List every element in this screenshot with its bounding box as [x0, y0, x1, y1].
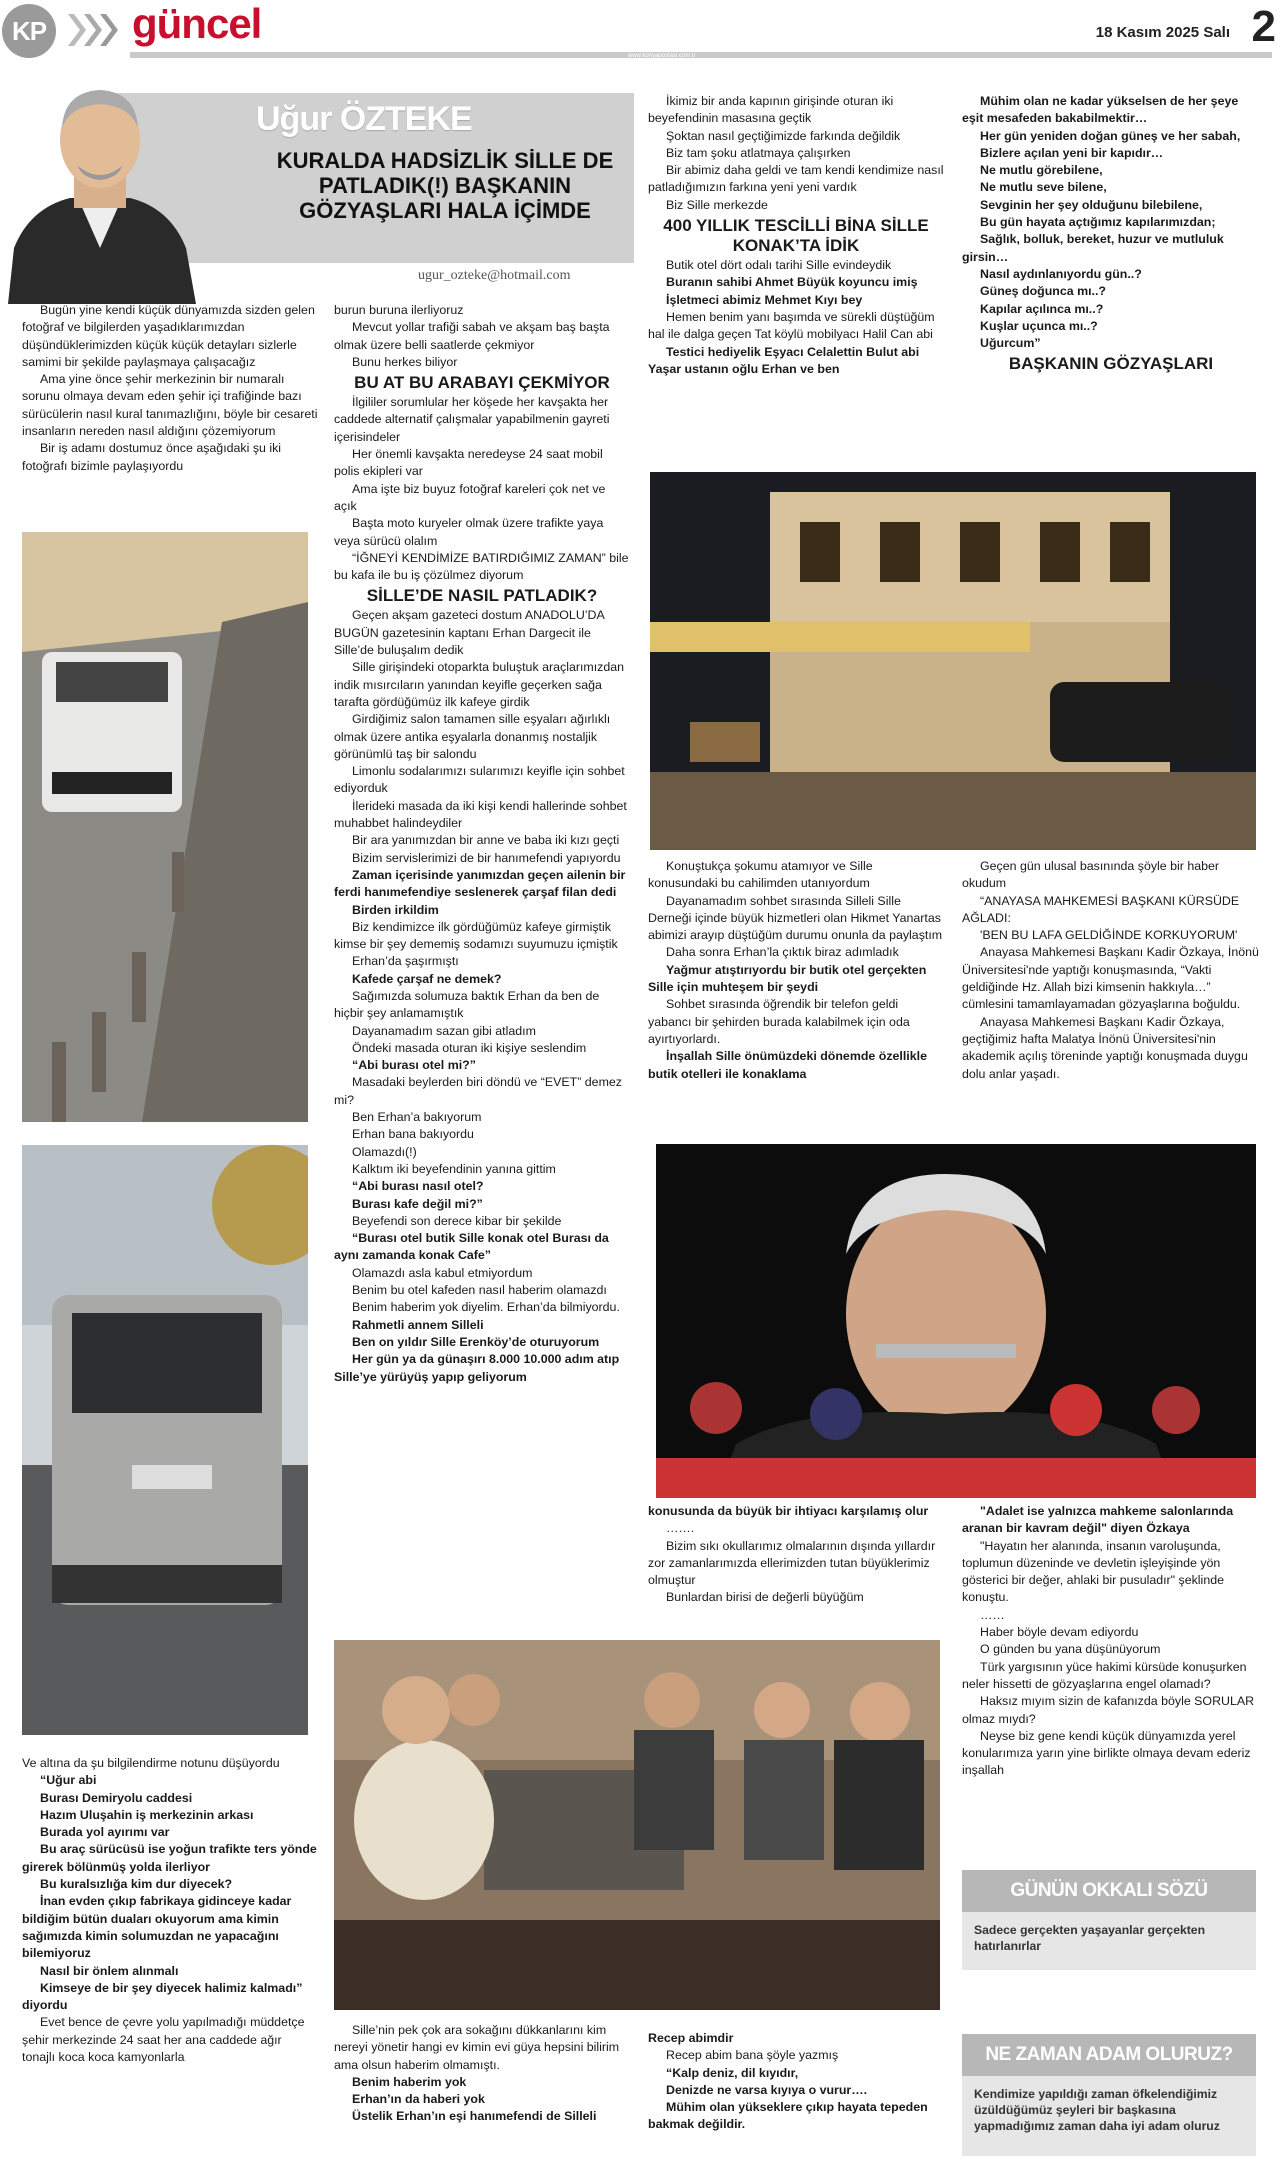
paragraph: Sille girişindeki otoparkta buluştuk araçlarımızdan indik mısırcıların yanından keyifle geçerken sağa tarafta gördüğümüz ilk kafeye girdik: [334, 660, 625, 709]
paragraph: Erhan bana bakıyordu: [352, 1127, 474, 1142]
paragraph: O günden bu yana düşünüyorum: [980, 1642, 1161, 1657]
column-3-continued: [648, 858, 944, 1083]
paragraph: Sevginin her şey olduğunu bilebilene,: [980, 197, 1203, 212]
subheading: BAŞKANIN GÖZYAŞLARI: [1008, 354, 1214, 374]
paragraph: Anayasa Mahkemesi Başkanı Kadir Özkaya, geçtiğimiz hafta Malatya İnönü Üniversitesi'nin akademik açılış töreninde yaptığı konuşmada duygu dolu anlar yaşadı.: [962, 1014, 1248, 1081]
paragraph: Nasıl aydınlanıyordu gün..?: [980, 266, 1142, 281]
paragraph: “Burası otel butik Sille konak otel Burası da aynı zamanda konak Cafe”: [334, 1231, 609, 1263]
paragraph: Geçen akşam gazeteci dostum ANADOLU’DA BUGÜN gazetesinin kaptanı Erhan Dargecit ile Sille’de buluşalım dedik: [334, 608, 605, 658]
paragraph: Başta moto kuryeler olmak üzere trafikte yaya veya sürücü olalım: [334, 516, 604, 548]
subheading: 400 YILLIK TESCİLLİ BİNA SİLLE KONAK’TA İDİK: [663, 216, 929, 256]
paragraph: Sohbet sırasında öğrendik bir telefon geldi yabancı bir şehirden burada kalabilmek için oda ayırtıyorlardı.: [648, 997, 910, 1046]
paragraph: Mühim olan yükseklere çıkıp hayata tepeden bakmak değildir.: [648, 2100, 928, 2132]
paragraph: Olamazdı(!): [352, 1144, 417, 1159]
column-3-continued-3: [648, 2030, 944, 2134]
paragraph: Bugün yine kendi küçük dünyamızda sizden gelen fotoğraf ve bilgilerden yaşadıklarımızdan düşündüklerimizden küçük küçük detayları sizlerle samimi bir şekilde paylaşmaya çalışacağız: [22, 303, 315, 369]
paragraph: Ne mutlu seve bilene,: [980, 180, 1107, 195]
photo-van-1: [22, 532, 308, 1122]
paragraph: Türk yargısının yüce hakimi kürsüde konuşurken neler hissetti de gözyaşlarına engel olamadı?: [962, 1659, 1247, 1691]
paragraph: Bu araç sürücüsü ise yoğun trafikte ters yönde girerek bölünmüş yolda ilerliyor: [22, 1842, 317, 1874]
opinion-box: [962, 2034, 1256, 2156]
issue-date: 18 Kasım 2025 Salı: [1095, 24, 1230, 41]
paragraph: Dayanamadım sohbet sırasında Silleli Sille Derneği içinde büyük hizmetleri olan Hikmet Yanartas abimizi arayıp düştüğüm durumu onunla da paylaştım: [648, 893, 943, 943]
paragraph: Ben on yıldır Sille Erenköy’de oturuyorum: [352, 1334, 600, 1349]
paragraph: Biz tam şoku atlatmaya çalışırken: [666, 145, 851, 160]
column-4-continued-2: [962, 1503, 1260, 1780]
paragraph: Biz Sille merkezde: [666, 197, 768, 212]
paragraph: İşletmeci abimiz Mehmet Kıyı bey: [666, 292, 863, 307]
paragraph: Her gün ya da günaşırı 8.000 10.000 adım atıp Sille’ye yürüyüş yapıp geliyorum: [334, 1352, 620, 1384]
paragraph: İnan evden çıkıp fabrikaya gidinceye kadar bildiğim bütün duaları okuyorum ama kimin sağımızda kimin solumuzdan ne yapacağını bilemiyoruz: [22, 1894, 292, 1961]
paragraph: Burası Demiryolu caddesi: [40, 1790, 193, 1805]
paragraph: Dayanamadım sazan gibi atladım: [352, 1023, 536, 1038]
paragraph: Mühim olan ne kadar yükselsen de her şeye eşit mesafeden bakabilmektir…: [962, 94, 1239, 126]
paragraph: …….: [666, 1521, 695, 1536]
paragraph: Benim haberim yok: [352, 2074, 467, 2089]
paragraph: Bu kuralsızlığa kim dur diyecek?: [40, 1877, 233, 1892]
header-rule: [130, 52, 1272, 58]
quote-box-title: GÜNÜN OKKALI SÖZÜ: [1010, 1880, 1208, 1901]
paragraph: Burası kafe değil mi?”: [352, 1196, 483, 1211]
author-portrait: [0, 48, 200, 304]
paragraph: Bir iş adamı dostumuz önce aşağıdaki şu iki fotoğrafı bizimle paylaşıyordu: [22, 441, 282, 473]
paragraph: Daha sonra Erhan’la çıktık biraz adımladık: [666, 945, 899, 960]
column-4-continued: [962, 858, 1260, 1083]
paragraph: ……: [980, 1607, 1005, 1622]
paragraph: Evet bence de çevre yolu yapılmadığı müddetçe şehir merkezinde 24 saat her ana caddede ağır tonajlı koca koca kamyonlarla: [22, 2015, 305, 2065]
kp-logo: KP: [2, 4, 56, 58]
opinion-box-text: Kendimize yapıldığı zaman öfkelendiğimiz üzüldüğümüz şeyleri bir başkasına yapmadığımız zaman daha iyi adam oluruz: [974, 2087, 1220, 2133]
paragraph: Kuşlar uçunca mı..?: [980, 318, 1098, 333]
paragraph: Girdiğimiz salon tamamen sille eşyaları ağırlıklı olmak üzere antika eşyalarla donanmış nostaljik görünümlü taş bir salondu: [334, 712, 611, 761]
column-4: [962, 93, 1260, 375]
photo-van-2: [22, 1145, 308, 1735]
paragraph: Üstelik Erhan’ın eşi hanımefendi de Silleli: [352, 2109, 597, 2124]
photo-cafe-group: [334, 1640, 940, 2010]
paragraph: Bir ara yanımızdan bir anne ve baba iki kızı geçti: [352, 833, 620, 848]
paragraph: Haksız mıyım sizin de kafanızda böyle SORULAR olmaz mıydı?: [962, 1694, 1255, 1726]
paragraph: Erhan’da şaşırmıştı: [352, 954, 459, 969]
article-headline: KURALDA HADSİZLİK SİLLE DE PATLADIK(!) BAŞKANIN GÖZYAŞLARI HALA İÇİMDE: [276, 148, 614, 223]
column-2: [334, 302, 630, 1386]
paragraph: Şoktan nasıl geçtiğimizde farkında değildik: [666, 128, 901, 143]
paragraph: Bizlere açılan yeni bir kapıdır…: [980, 145, 1164, 160]
paragraph: Kafede çarşaf ne demek?: [352, 971, 502, 986]
paragraph: Bu gün hayata açtığımız kapılarımızdan;: [980, 215, 1216, 230]
paragraph: Zaman içerisinde yanımızdan geçen ailenin bir ferdi hanımefendiye seslenerek çarşaf filan dedi: [334, 867, 626, 900]
paragraph: Nasıl bir önlem alınmalı: [40, 1963, 179, 1978]
paragraph: Kapılar açılınca mı..?: [980, 301, 1104, 316]
paragraph: İkimiz bir anda kapının girişinde oturan iki beyefendinin masasına geçtik: [648, 94, 894, 126]
paragraph: Biz kendimizce ilk gördüğümüz kafeye girmiştik kimse bir şey dememiş sodamızı suyumuzu içmiştik: [334, 919, 618, 952]
paragraph: Ama yine önce şehir merkezinin bir numaralı sorunu olmaya devam eden şehir içi trafiğinde bazı sürücülerin nasıl kural tanımazlığını, böyle bir cesareti insanların nereden nasıl aldığını çözemiyorum: [22, 372, 318, 439]
paragraph: Denizde ne varsa kıyıya o vurur….: [666, 2082, 868, 2097]
author-email[interactable]: ugur_ozteke@hotmail.com: [418, 268, 571, 283]
paragraph: Geçen gün ulusal basınında şöyle bir haber okudum: [962, 859, 1220, 891]
paragraph: “İĞNEYİ KENDİMİZE BATIRDIĞIMIZ ZAMAN” bile bu kafa ile bu iş çözülmez diyorum: [334, 550, 629, 583]
paragraph: Uğurcum”: [980, 336, 1041, 351]
paragraph: Güneş doğunca mı..?: [980, 284, 1106, 299]
subheading: BU AT BU ARABAYI ÇEKMİYOR: [354, 373, 610, 393]
paragraph: Limonlu sodalarımızı sularımızı keyifle için sohbet ediyorduk: [334, 764, 625, 796]
paragraph: Erhan’ın da haberi yok: [352, 2092, 485, 2107]
paragraph: Ne mutlu görebilene,: [980, 163, 1103, 178]
paragraph: Sille’nin pek çok ara sokağını dükkanlarını kim nereyi yönetir hangi ev kimin evi güya hepsini bilirim ama olsun haberim olmamıştı.: [334, 2023, 620, 2072]
paragraph: Konuştukça şokumu atamıyor ve Sille konusundaki bu cahilimden utanıyordum: [648, 859, 873, 891]
paragraph: "Hayatın her alanında, insanın varoluşunda, toplumun düzeninde ve devletin işleyişinde yön gösterici bir değer, ahlaki bir pusuladır" şeklinde konuştu.: [962, 1538, 1224, 1605]
paragraph: Rahmetli annem Silleli: [352, 1317, 484, 1332]
paragraph: Sağımızda solumuza baktık Erhan da ben de hiçbir şey anlamamıştık: [334, 988, 600, 1021]
paragraph: Bizim sıkı okullarımız olmalarının dışında yıllardır zor zamanlarımızda ellerimizden tutan büyüklerimiz olmuştur: [648, 1538, 936, 1588]
website-label[interactable]: www.konyapostasi.com.tr: [628, 53, 696, 59]
paragraph: Recep abim bana şöyle yazmış: [666, 2048, 839, 2063]
paragraph: Benim haberim yok diyelim. Erhan’da bilmiyordu.: [352, 1300, 620, 1315]
paragraph: Bizim servislerimizi de bir hanımefendi yapıyordu: [352, 850, 621, 865]
paragraph: Birden irkildim: [352, 902, 439, 917]
paragraph: Buranın sahibi Ahmet Büyük koyuncu imiş: [666, 275, 918, 290]
paragraph: konusunda da büyük bir ihtiyacı karşılamış olur: [648, 1504, 929, 1518]
paragraph: “Abi burası otel mi?”: [352, 1058, 476, 1073]
paragraph: Burada yol ayırımı var: [40, 1825, 170, 1840]
paragraph: burun buruna ilerliyoruz: [334, 303, 464, 317]
opinion-box-title: NE ZAMAN ADAM OLURUZ?: [985, 2044, 1233, 2065]
column-3: [648, 93, 944, 378]
paragraph: Masadaki beylerden biri döndü ve “EVET” demez mi?: [334, 1075, 622, 1107]
chevron-right-icon: [66, 10, 118, 50]
paragraph: “ANAYASA MAHKEMESİ BAŞKANI KÜRSÜDE AĞLADI:: [962, 893, 1240, 925]
paragraph: 'BEN BU LAFA GELDİĞİNDE KORKUYORUM': [980, 928, 1238, 943]
paragraph: Anayasa Mahkemesi Başkanı Kadir Özkaya, İnönü Üniversitesi'nde yaptığı konuşmasında, “Vakti geldiğinde Hz. Allah bizi kimsenin hakkıyla…” cümlesini tamamlayamadan gözyaşlarına boğuldu.: [962, 945, 1259, 1012]
paragraph: Yağmur atıştırıyordu bir butik otel gerçekten Sille için muhteşem bir şeydi: [648, 962, 927, 995]
paragraph: Öndeki masada oturan iki kişiye seslendim: [352, 1040, 587, 1055]
paragraph: Bunlardan birisi de değerli büyüğüm: [666, 1590, 864, 1605]
paragraph: Kalktım iki beyefendinin yanına gittim: [352, 1161, 556, 1176]
photo-kadir-ozkaya: [656, 1144, 1256, 1498]
paragraph: İnşallah Sille önümüzdeki dönemde özellikle butik otelleri ile konaklama: [648, 1049, 927, 1081]
paragraph: Her gün yeniden doğan güneş ve her sabah,: [980, 128, 1241, 143]
subheading: SİLLE’DE NASIL PATLADIK?: [366, 586, 598, 606]
paragraph: Haber böyle devam ediyordu: [980, 1625, 1139, 1640]
quote-box: [962, 1870, 1256, 1970]
paragraph: Hemen benim yanı başımda ve sürekli düştüğüm hal ile dalga geçen Tat köylü mobilyacı Halil Can abi: [648, 309, 935, 342]
paragraph: Kimseye de bir şey diyecek halimiz kalmadı” diyordu: [22, 1980, 303, 2013]
column-1: [22, 302, 318, 475]
paragraph: Hazım Uluşahin iş merkezinin arkası: [40, 1807, 254, 1822]
column-2-continued: [334, 2022, 630, 2126]
page-number: 2: [1251, 2, 1276, 51]
paragraph: Ben Erhan’a bakıyorum: [352, 1110, 482, 1125]
paragraph: Bunu herkes biliyor: [352, 354, 458, 369]
paragraph: "Adalet ise yalnızca mahkeme salonlarında aranan bir kavram değil" diyen Özkaya: [962, 1504, 1234, 1536]
paragraph: Recep abimdir: [648, 2031, 734, 2045]
paragraph: “Abi burası nasıl otel?: [352, 1179, 484, 1194]
section-title: güncel: [132, 0, 262, 47]
paragraph: Beyefendi son derece kibar bir şekilde: [352, 1213, 562, 1228]
paragraph: İlerideki masada da iki kişi kendi hallerinde sohbet muhabbet halindeydiler: [334, 798, 627, 831]
author-name: Uğur ÖZTEKE: [256, 100, 472, 138]
paragraph: “Kalp deniz, dil kıyıdır,: [666, 2065, 799, 2080]
paragraph: “Uğur abi: [40, 1773, 97, 1788]
column-1-continued: [22, 1755, 318, 2066]
quote-box-text: Sadece gerçekten yaşayanlar gerçekten hatırlanırlar: [974, 1923, 1206, 1953]
paragraph: Mevcut yollar trafiği sabah ve akşam baş başta olmak üzere belli saatlerde çekmiyor: [334, 320, 610, 352]
paragraph: İlgililer sorumlular her köşede her kavşakta her caddede alternatif çalışmalar yapabilmenin gayreti içerisindeler: [334, 395, 610, 444]
paragraph: Sağlık, bolluk, bereket, huzur ve mutluluk girsin…: [962, 232, 1224, 264]
paragraph: Olamazdı asla kabul etmiyordum: [352, 1265, 533, 1280]
paragraph: Neyse biz gene kendi küçük dünyamızda yerel konularımıza yarın yine birlikte olmaya devam ederiz inşallah: [962, 1728, 1251, 1778]
paragraph: Butik otel dört odalı tarihi Sille evindeydik: [666, 258, 892, 273]
paragraph: Bir abimiz daha geldi ve tam kendi kendimize nasıl patladığımızın farkına yeni yeni vardık: [648, 163, 944, 195]
photo-sille-konak: [650, 472, 1256, 850]
column-3-continued-2: [648, 1503, 944, 1607]
paragraph: Benim bu otel kafeden nasıl haberim olamazdı: [352, 1283, 607, 1298]
paragraph: Ve altına da şu bilgilendirme notunu düşüyordu: [22, 1756, 280, 1770]
paragraph: Her önemli kavşakta neredeyse 24 saat mobil polis ekipleri var: [334, 447, 603, 479]
paragraph: Testici hediyelik Eşyacı Celalettin Bulut abi Yaşar ustanın oğlu Erhan ve ben: [648, 344, 920, 376]
paragraph: Ama işte biz buyuz fotoğraf kareleri çok net ve açık: [334, 481, 606, 513]
